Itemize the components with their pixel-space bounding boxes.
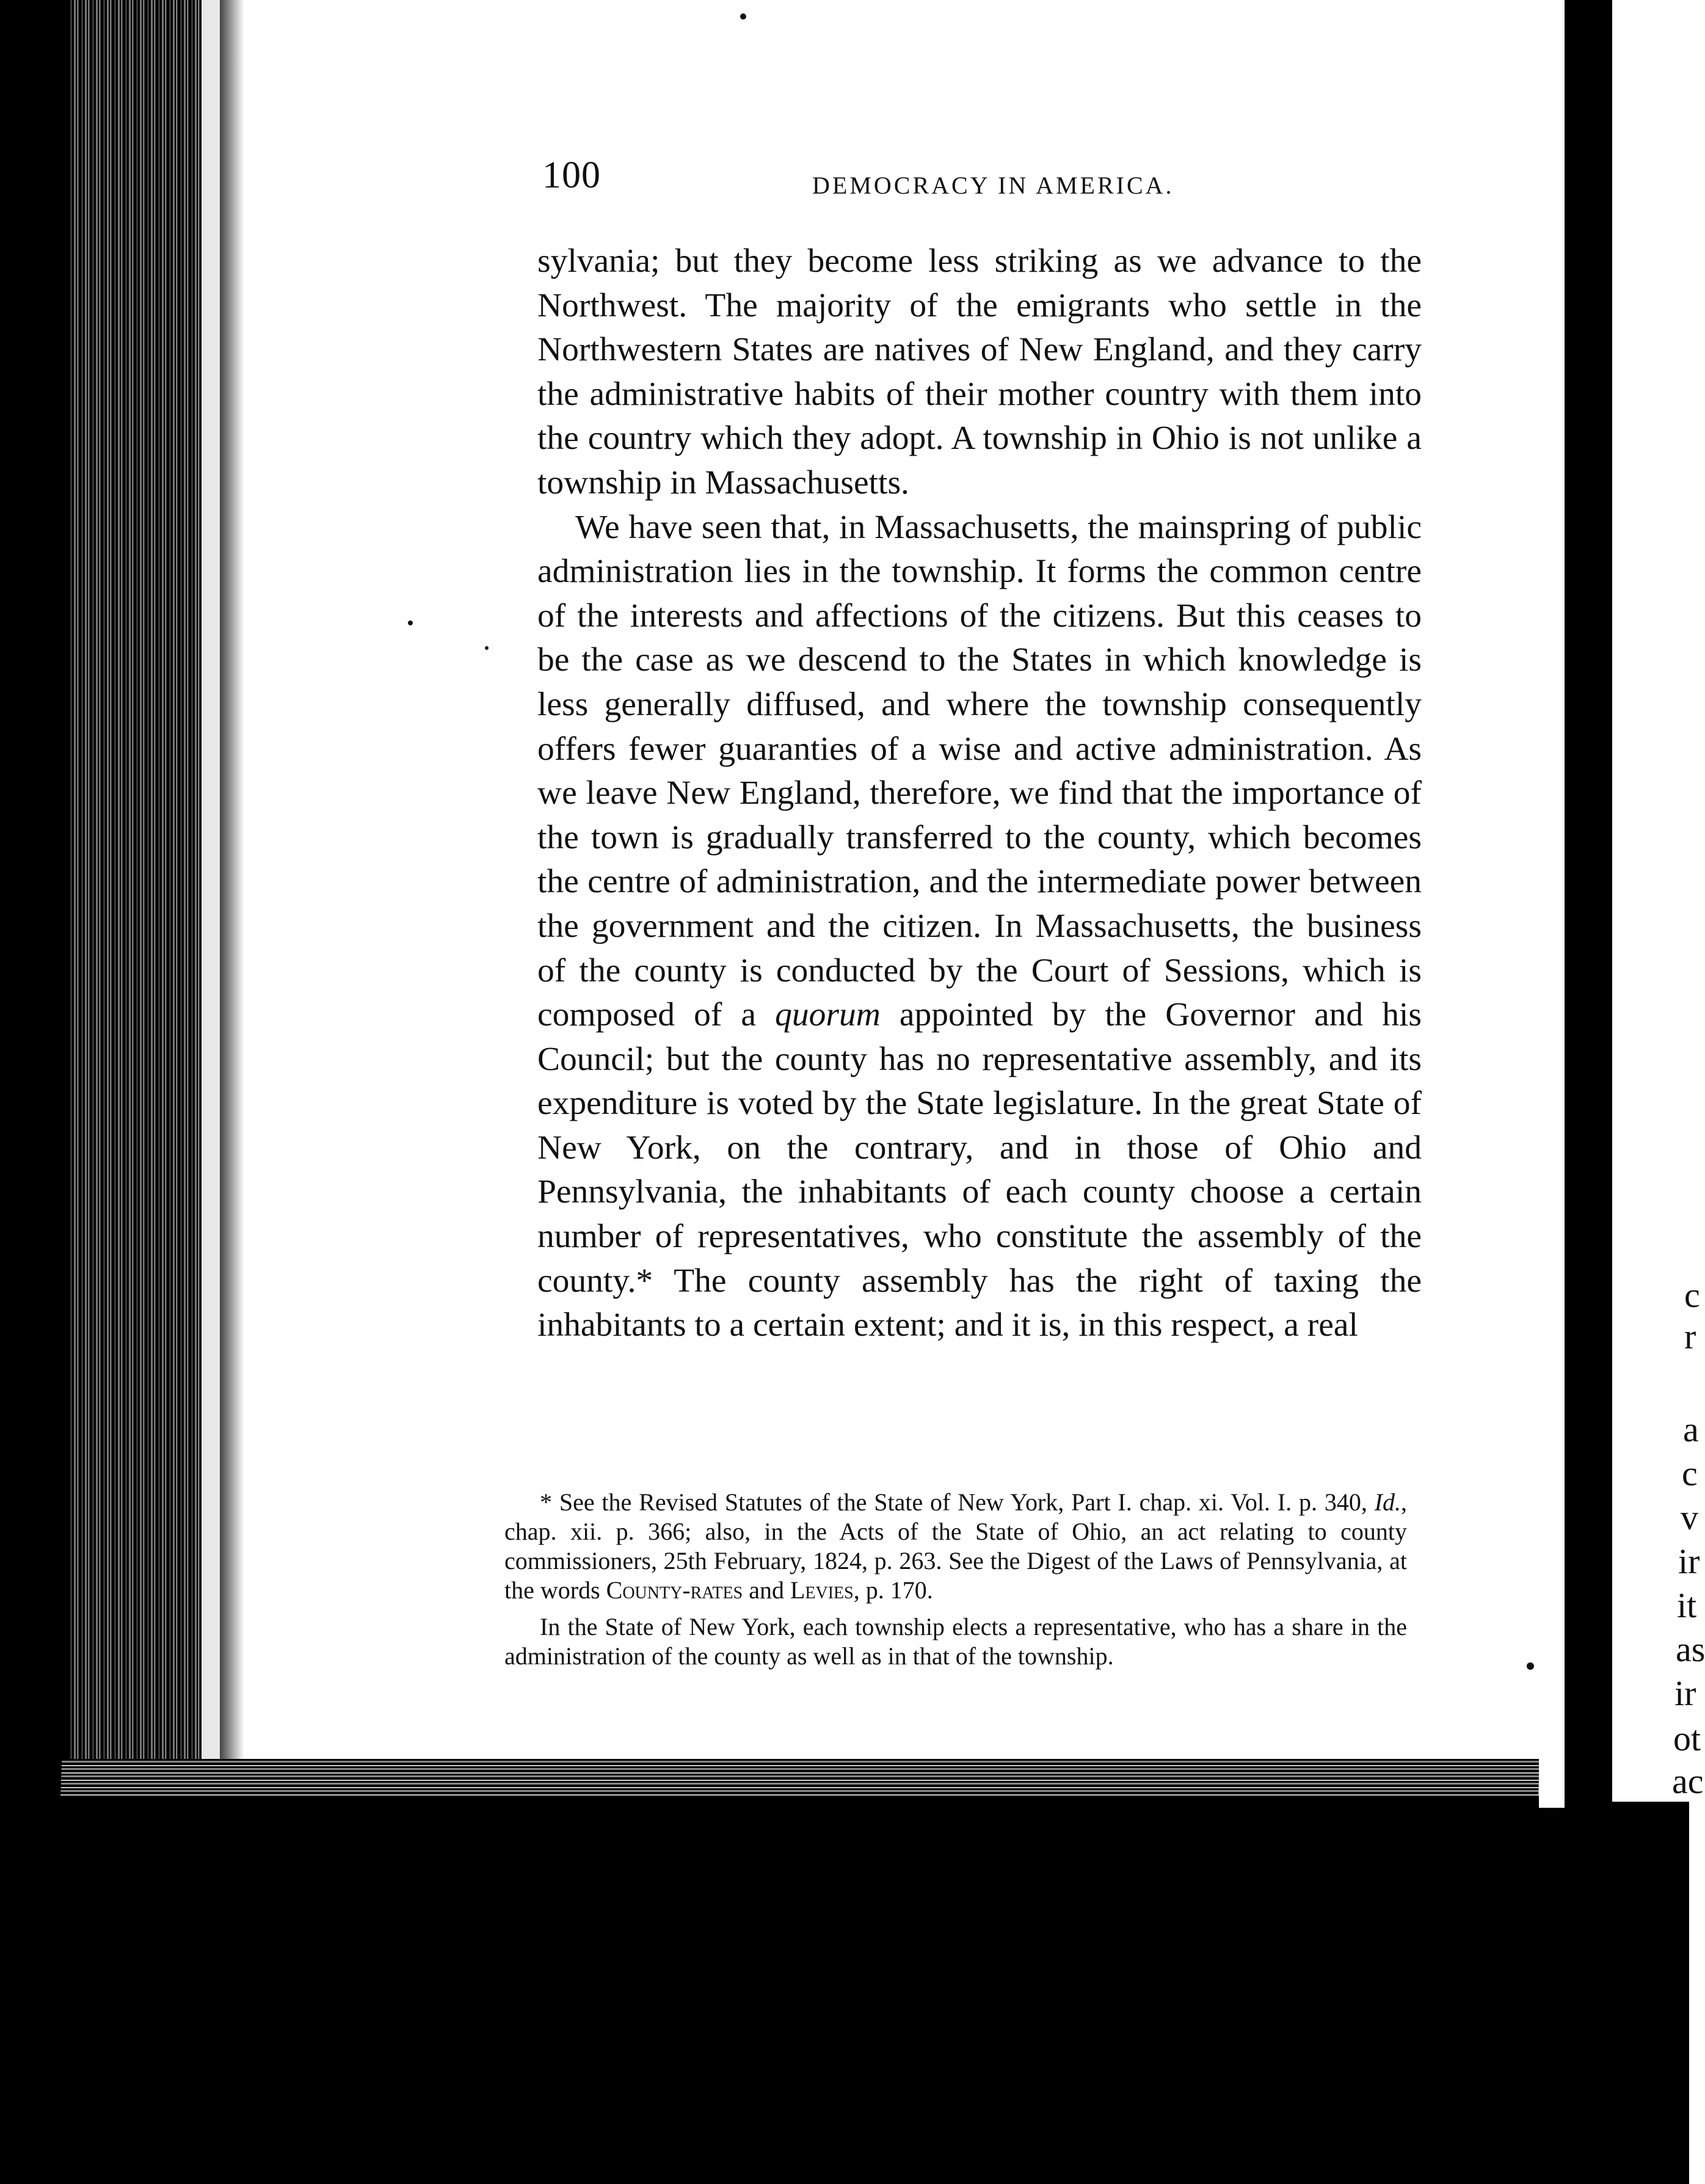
- speck: [485, 646, 489, 650]
- paragraph: [537, 506, 1422, 1348]
- opposite-page-fragment: v: [1681, 1498, 1698, 1537]
- page-number: 100: [542, 155, 601, 196]
- opposite-page-fragment: c: [1682, 1454, 1698, 1493]
- paragraph: sylvania; but they become less striking as we advance to the Northwest. The majority of the emigrants who settle in the Northwestern States are natives of New England, and they carry the administrative habits of their mother country with them into the country which they adopt. A township in Ohio is not unlike a township in Massachusetts.: [537, 242, 1422, 501]
- footnotes: [504, 1488, 1407, 1671]
- running-head: DEMOCRACY IN AMERICA.: [812, 172, 1174, 199]
- footnote: In the State of New York, each township elects a representative, who has a share in the administration of the county as well as in that of the township.: [504, 1613, 1407, 1670]
- opposite-page-fragment: ot: [1673, 1719, 1701, 1758]
- opposite-page-fragment: as: [1676, 1629, 1705, 1669]
- footnote-italic: Id.: [1374, 1488, 1401, 1516]
- footnote-text: , chap. xii. p. 366; also, in the Acts of the State of Ohio, an act relating to county commissioners, 25th February, 1824, p. 263. See the Digest of the Laws of Pennsylvania, at the words: [504, 1488, 1407, 1604]
- opposite-page-fragment: ir: [1678, 1542, 1700, 1581]
- opposite-page: [1612, 0, 1705, 1802]
- scan-border-bottom: [0, 1796, 1689, 2184]
- footnote-text: * See the Revised Statutes of the State of New York, Part I. chap. xi. Vol. I. p. 340,: [540, 1488, 1367, 1516]
- footnote-text: , p. 170.: [853, 1576, 933, 1604]
- page-header: [542, 154, 1190, 209]
- opposite-page-fragment: r: [1684, 1317, 1696, 1356]
- paragraph-text: We have seen that, in Massachusetts, the mainspring of public administration lies in the township. It forms the common centre of the interests and affections of the citizens. But this ceases to be the case as we descend to the States in which knowledge is less generally diffused, and where the township consequently offers fewer guaranties of a wise and active administration. As we leave New England, therefore, we find that the importance of the town is gradually transferred to the county, which becomes the centre of administration, and the intermediate power between the government and the citizen. In Massachusetts, the business of the county is conducted by the Court of Sessions, which is composed of a: [537, 508, 1422, 1034]
- opposite-page-fragment: it: [1677, 1585, 1697, 1625]
- speck: [740, 13, 746, 20]
- footnote-smallcaps: County-rates: [606, 1576, 743, 1604]
- speck: [408, 621, 413, 625]
- footnote: [504, 1488, 1407, 1605]
- opposite-page-fragment: ir: [1674, 1673, 1696, 1713]
- italic-term: quorum: [775, 996, 881, 1034]
- opposite-page-fragment: ac: [1672, 1761, 1704, 1801]
- speck: [1527, 1662, 1534, 1670]
- paragraph-text: appointed by the Governor and his Council; but the county has no representative assembly, and its expenditure is voted by the State legislature. In the great State of New York, on the contrary, and in those of Ohio and Pennsylvania, the inhabitants of each county choose a certain number of representatives, who constitute the assembly of the county.* The county assembly has the right of taxing the inhabitants to a certain extent; and it is, in this respect, a real: [537, 996, 1422, 1344]
- opposite-page-fragment: a: [1683, 1410, 1699, 1449]
- page-edge-highlight: [202, 0, 220, 1783]
- footnote-smallcaps: Levies: [790, 1576, 854, 1604]
- body-text: [537, 239, 1422, 1348]
- book-gutter: [1539, 0, 1612, 1808]
- footnote-text: and: [749, 1576, 784, 1604]
- opposite-page-fragment: c: [1684, 1275, 1700, 1315]
